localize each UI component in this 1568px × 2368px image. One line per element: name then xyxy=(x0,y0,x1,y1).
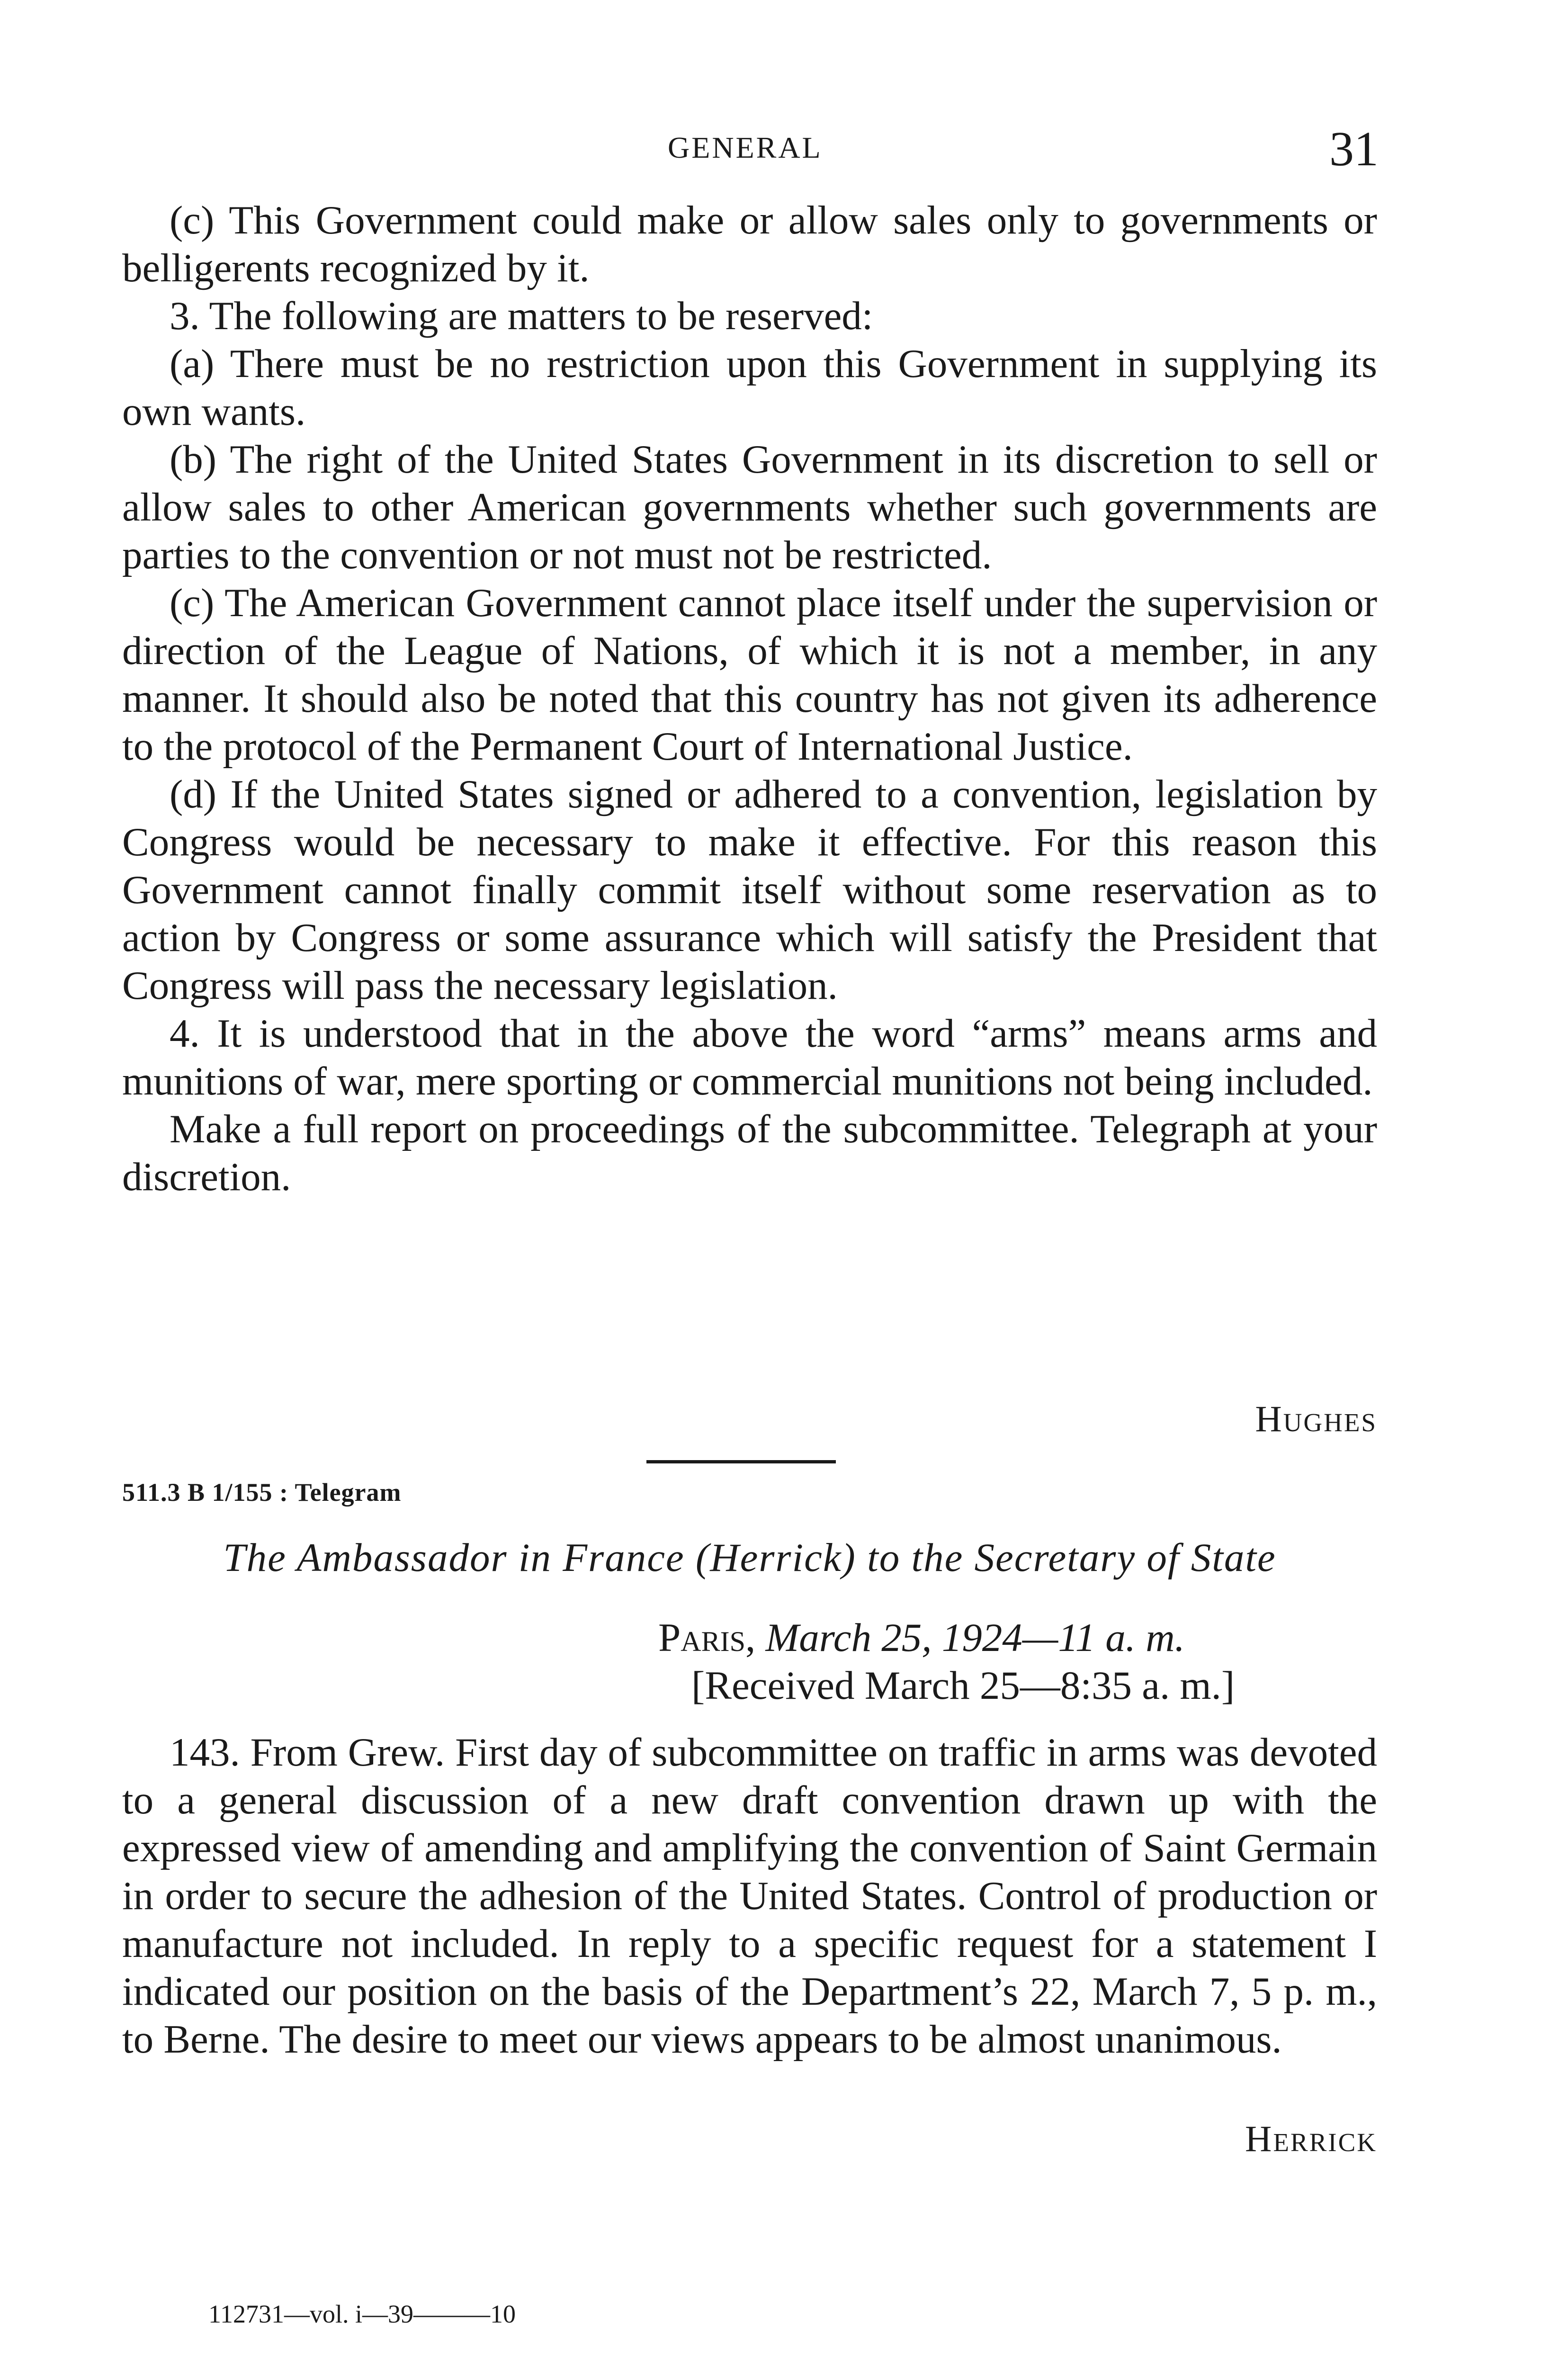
telegram-text xyxy=(122,1729,1377,2063)
dateline xyxy=(658,1614,1185,1662)
telegram-heading: The Ambassador in France (Herrick) to the Secretary of State xyxy=(223,1535,1276,1580)
page-number: 31 xyxy=(1329,122,1379,176)
signature-herrick: Herrick xyxy=(1245,2118,1377,2159)
printer-mark: 112731—vol. i—39———10 xyxy=(208,2300,516,2328)
paragraph-4-arms-definition: 4. It is understood that in the above the word “arms” means arms and munitions of war, mere sporting or commercial munitions not being included. xyxy=(122,1011,1377,1103)
paragraph-c-recognized-sales: (c) This Government could make or allow sales only to governments or belligerents recognized by it. xyxy=(122,198,1377,290)
dateline-place: Paris, xyxy=(658,1615,756,1660)
file-reference: 511.3 B 1/155 : Telegram xyxy=(122,1478,402,1507)
paragraph-report-request: Make a full report on proceedings of the subcommittee. Telegraph at your discretion. xyxy=(122,1107,1377,1199)
received-line: [Received March 25—8:35 a. m.] xyxy=(691,1663,1235,1708)
dateline-time: March 25, 1924—11 a. m. xyxy=(765,1615,1185,1660)
running-head xyxy=(0,121,1568,176)
paragraph-d-congress-legislation: (d) If the United States signed or adhered to a convention, legislation by Congress would be necessary to make it effective. For this reason this Government cannot finally commit itself without some reservation as to action by Congress or some assurance which will satisfy the President that Congress will pass the necessary legislation. xyxy=(122,772,1377,1008)
section-title: GENERAL xyxy=(668,131,823,164)
paragraph-b-american-governments: (b) The right of the United States Government in its discretion to sell or allow sales to other American governments whether such governments are parties to the convention or not must not be restricted. xyxy=(122,437,1377,577)
paragraph-a-own-wants: (a) There must be no restriction upon this Government in supplying its own wants. xyxy=(122,341,1377,434)
signature-hughes: Hughes xyxy=(1255,1398,1377,1439)
paragraph-3-reserved-matters: 3. The following are matters to be reserved: xyxy=(170,294,873,338)
instruction-text xyxy=(122,197,1377,1201)
section-divider xyxy=(646,1460,836,1463)
paragraph-c-league-of-nations: (c) The American Government cannot place itself under the supervision or direction of the League of Nations, of which it is not a member, in any manner. It should also be noted that this country has not given its adherence to the protocol of the Permanent Court of International Justice. xyxy=(122,581,1377,769)
telegram-body: 143. From Grew. First day of subcommittee on traffic in arms was devoted to a general discussion of a new draft convention drawn up with the expressed view of amending and amplifying the convention of Saint Germain in order to secure the adhesion of the United States. Control of production or manufacture not included. In reply to a specific request for a statement I indicated our position on the basis of the Department’s 22, March 7, 5 p. m., to Berne. The desire to meet our views appears to be almost unanimous. xyxy=(122,1730,1377,2062)
